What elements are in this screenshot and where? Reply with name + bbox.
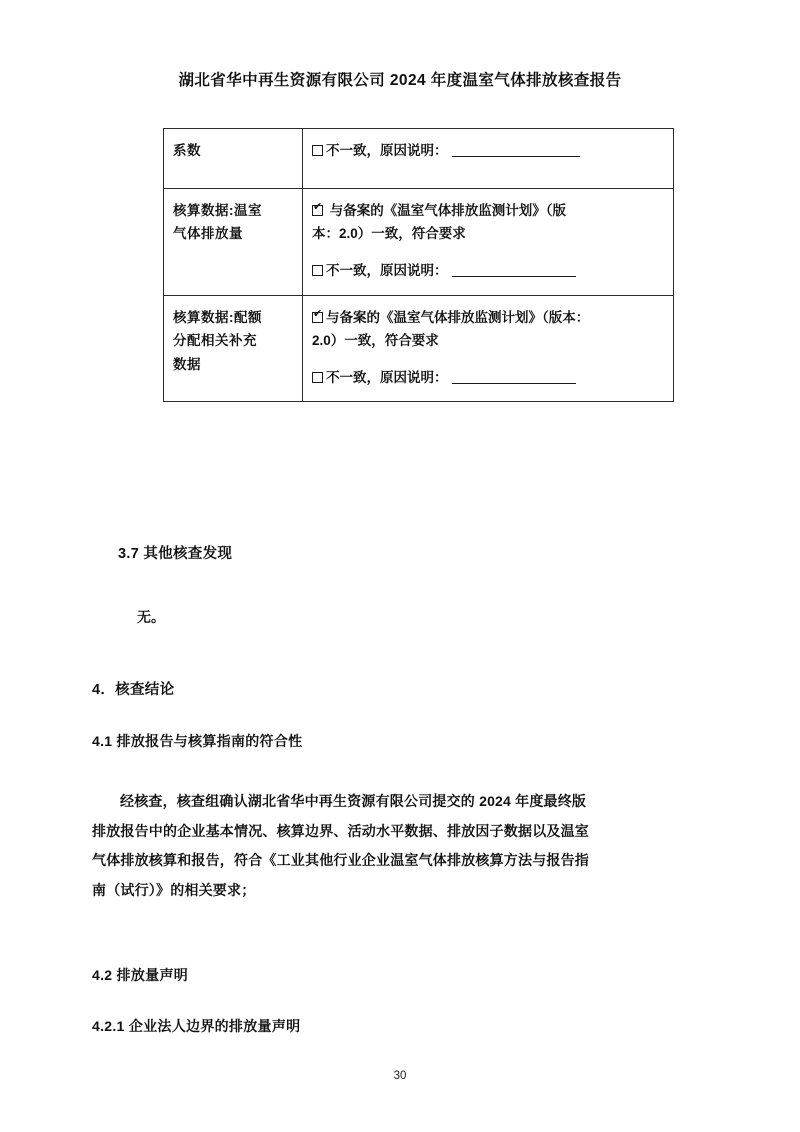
table-row-label-line1: 核算数据:温室 [173,202,262,218]
page-title: 湖北省华中再生资源有限公司 2024 年度温室气体排放核查报告 [178,72,622,89]
checkbox-unchecked-icon[interactable] [312,145,323,156]
table-row [164,129,674,189]
option-label: 与备案的《温室气体排放监测计划》（版本： [326,309,590,325]
table-row-label-cell [164,295,303,402]
section-heading-4: 4．核查结论 [92,682,175,698]
section-heading-3-7: 3.7 其他核查发现 [118,546,233,562]
spacer [312,163,664,176]
option-line-continued [312,222,664,246]
option-label-continued: 本：2.0）一致，符合要求 [312,226,466,242]
option-line [312,306,664,330]
option-line [312,366,664,390]
checkbox-unchecked-icon[interactable] [312,372,323,383]
spacer [312,353,664,366]
table-row-label-line2: 气体排放量 [173,226,243,242]
fill-in-blank[interactable] [452,264,576,277]
table-row-content-cell [303,295,674,402]
table-row-content-cell [303,129,674,189]
paragraph-line-2: 排放报告中的企业基本情况、核算边界、活动水平数据、排放因子数据以及温室 [92,822,589,839]
table-row-label: 系数 [173,143,201,158]
option-label: 不一致，原因说明： [326,143,448,158]
table-row-content-cell [303,188,674,295]
option-label: 与备案的《温室气体排放监测计划》（版 [329,202,567,218]
table-row-label-line3: 数据 [173,356,201,372]
checkbox-unchecked-icon[interactable] [312,265,323,276]
checkbox-checked-icon[interactable] [312,205,323,216]
table-row-label-line2: 分配相关补充 [173,333,257,349]
paragraph-line-4: 南（试行）》的相关要求； [92,882,256,899]
spacer [312,246,664,259]
option-label: 不一致，原因说明： [326,369,448,385]
option-line-continued [312,329,664,353]
option-label: 不一致，原因说明： [326,262,448,278]
fill-in-blank[interactable] [452,144,580,157]
option-line [312,259,664,283]
page-number: 30 [393,1070,407,1082]
section-3-7-body: 无。 [137,609,165,625]
section-4-1-paragraph [92,787,708,906]
option-line [312,139,664,163]
table-row-label-cell [164,129,303,189]
table-row [164,188,674,295]
section-heading-4-2: 4.2 排放量声明 [92,967,189,983]
fill-in-blank[interactable] [452,371,576,384]
paragraph-line-3: 气体排放核算和报告，符合《工业其他行业企业温室气体排放核算方法与报告指 [92,852,589,869]
paragraph-line-1: 经核查，核查组确认湖北省华中再生资源有限公司提交的 2024 年度最终版 [120,793,587,809]
table-row-label-cell [164,188,303,295]
section-heading-4-2-1: 4.2.1 企业法人边界的排放量声明 [92,1018,301,1034]
table-row [164,295,674,402]
checkbox-checked-icon[interactable] [312,312,323,323]
section-heading-4-1: 4.1 排放报告与核算指南的符合性 [92,733,303,749]
option-label-continued: 2.0）一致，符合要求 [312,333,439,349]
table-row-label-line1: 核算数据:配额 [173,309,262,325]
option-line [312,199,664,223]
verification-table [163,128,674,402]
